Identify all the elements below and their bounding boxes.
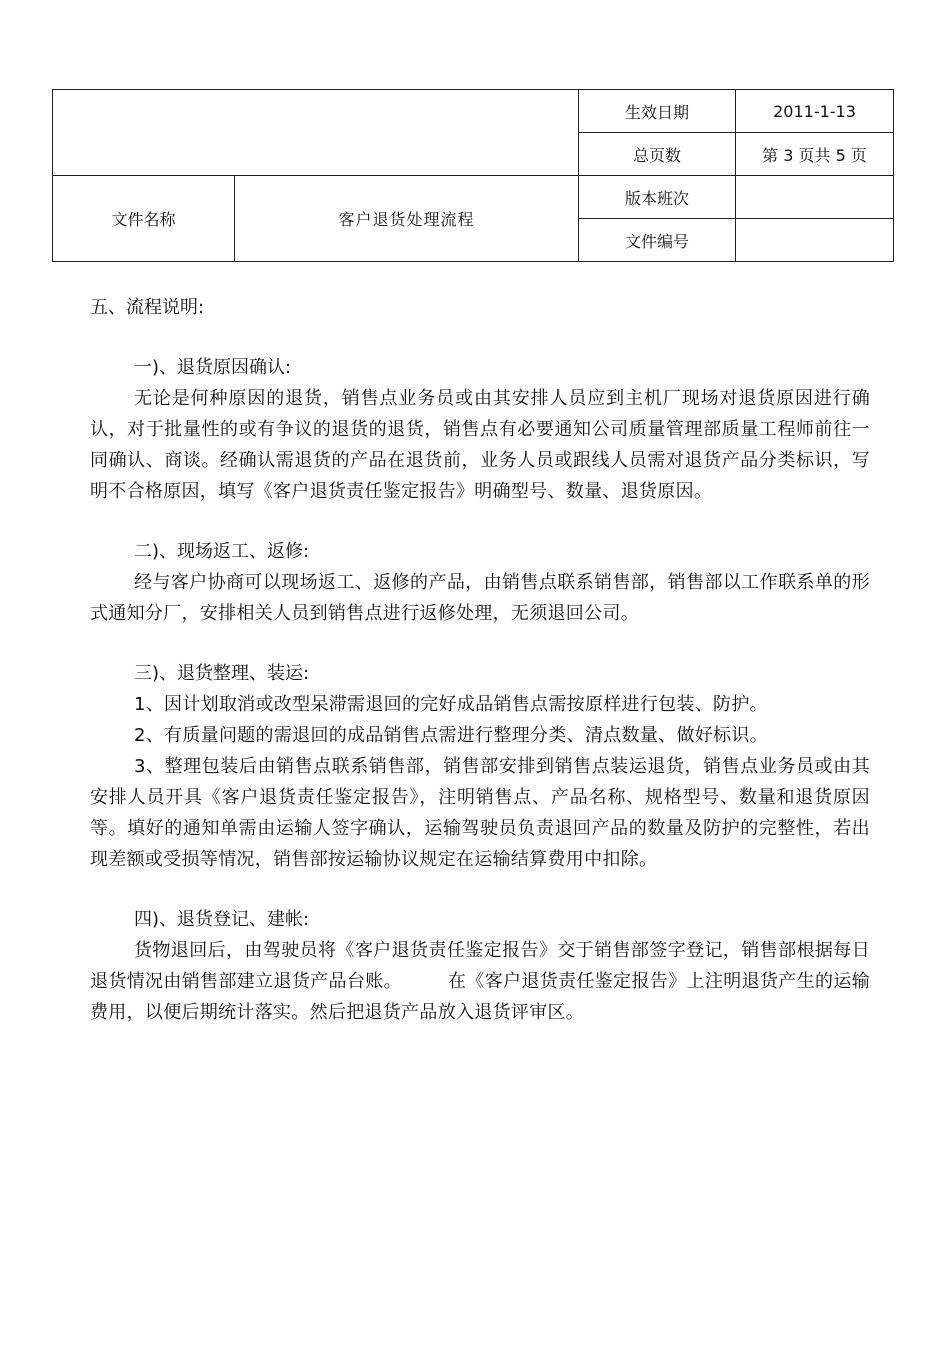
section-onsite-rework [90,537,870,629]
section-heading: 三)、退货整理、装运: [134,663,310,684]
section-paragraph: 3、整理包装后由销售点联系销售部，销售部安排到销售点装运退货，销售点业务员或由其安排人员开具《客户退货责任鉴定报告》，注明销售点、产品名称、规格型号、数量和退货原因等。填好的通知单需由运输人签字确认，运输驾驶员负责退回产品的数量及防护的完整性，若出现差额或受损等情况，销售部按运输协议规定在运输结算费用中扣除。 [90,756,870,870]
section-registration-ledger [90,905,870,1028]
document-title: 客户退货处理流程 [235,176,579,262]
version-label: 版本班次 [579,176,736,219]
section-paragraph: 1、因计划取消或改型呆滞需退回的完好成品销售点需按原样进行包装、防护。 [134,694,768,715]
document-header-table [52,89,894,262]
header-blank-cell [53,90,579,176]
file-number-label: 文件编号 [579,219,736,262]
section-reason-confirmation [90,353,870,507]
section-heading: 二)、现场返工、返修: [134,541,310,562]
file-name-label: 文件名称 [53,176,235,262]
section-paragraph: 货物退回后，由驾驶员将《客户退货责任鉴定报告》交于销售部签字登记，销售部根据每日退货情况由销售部建立退货产品台账。 在《客户退货责任鉴定报告》上注明退货产生的运输费用，以便后期统计落实。然后把退货产品放入退货评审区。 [90,940,870,1023]
section-title: 五、流程说明: [90,297,205,318]
version-value [736,176,894,219]
section-heading: 四)、退货登记、建帐: [134,909,310,930]
total-pages-label: 总页数 [579,133,736,176]
file-number-value [736,219,894,262]
section-paragraph: 2、有质量问题的需退回的成品销售点需进行整理分类、清点数量、做好标识。 [134,725,768,746]
section-sorting-shipping [90,659,870,875]
effective-date-value: 2011-1-13 [736,90,894,133]
document-body [90,293,870,1028]
section-heading: 一)、退货原因确认: [134,357,292,378]
section-paragraph: 无论是何种原因的退货，销售点业务员或由其安排人员应到主机厂现场对退货原因进行确认，对于批量性的或有争议的退货的退货，销售点有必要通知公司质量管理部质量工程师前往一同确认、商谈。经确认需退货的产品在退货前，业务人员或跟线人员需对退货产品分类标识，写明不合格原因，填写《客户退货责任鉴定报告》明确型号、数量、退货原因。 [90,388,870,502]
section-paragraph: 经与客户协商可以现场返工、返修的产品，由销售点联系销售部，销售部以工作联系单的形式通知分厂，安排相关人员到销售点进行返修处理，无须退回公司。 [90,572,870,624]
total-pages-value: 第 3 页共 5 页 [736,133,894,176]
effective-date-label: 生效日期 [579,90,736,133]
